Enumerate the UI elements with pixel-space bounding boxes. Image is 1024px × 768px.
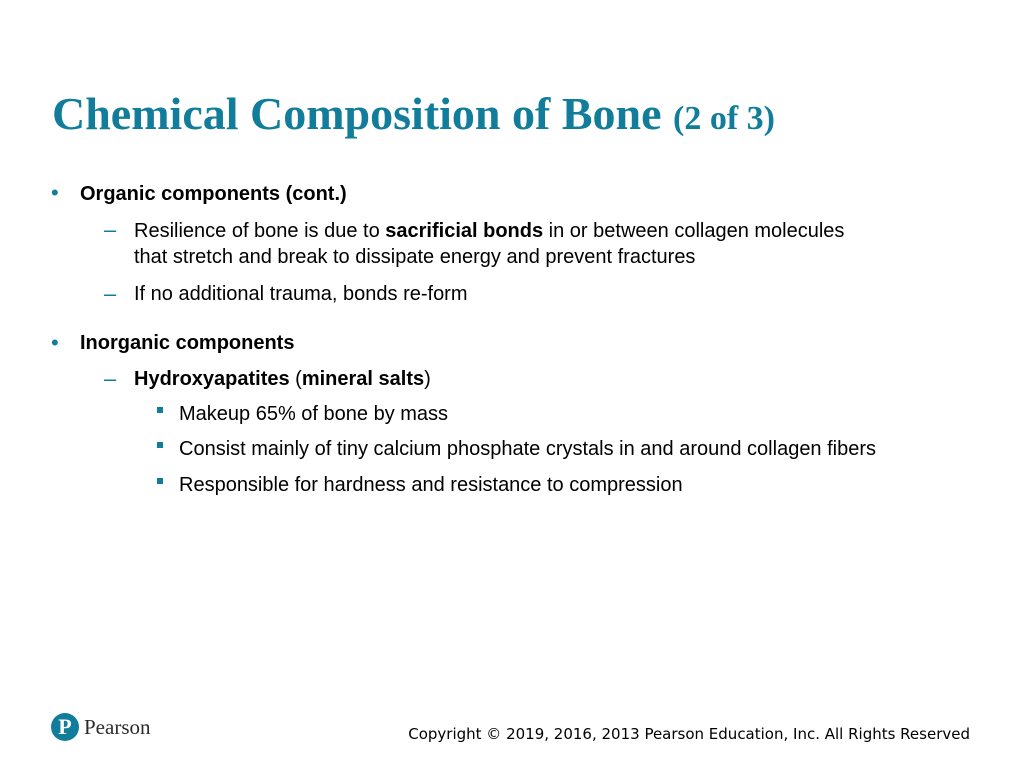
slide-title [52,86,775,141]
text-segment: ( [289,368,302,390]
text-segment: ) [424,368,431,390]
sub-bullet-hydroxyapatites [134,366,431,392]
text-bold-segment: sacrificial bonds [385,220,544,242]
text-segment: Resilience of bone is due to [134,220,386,242]
point-hardness: Responsible for hardness and resistance to compression [179,474,683,496]
sub-bullet-bonds-reform: If no additional trauma, bonds re-form [134,283,468,305]
bullet-inorganic-heading: Inorganic components [80,332,295,354]
dash-icon: – [104,281,117,306]
pearson-wordmark: Pearson [84,714,151,739]
text-segment: in or between collagen molecules [543,220,845,242]
square-bullet-icon [157,407,163,413]
text-bold-segment: mineral salts [301,368,425,390]
copyright-notice: Copyright © 2019, 2016, 2013 Pearson Education, Inc. All Rights Reserved [408,725,970,743]
slide-title-main: Chemical Composition of Bone [52,88,662,139]
bullet-dot-icon: • [51,180,59,205]
point-makeup: Makeup 65% of bone by mass [179,403,449,425]
slide-title-part: (2 of 3) [673,100,775,137]
dash-icon: – [104,366,117,391]
pearson-p-icon: P [51,713,79,741]
sub-bullet-sacrificial-bonds [134,218,844,270]
text-bold-segment: Hydroxyapatites [134,368,290,390]
pearson-logo [51,713,151,741]
point-calcium-phosphate: Consist mainly of tiny calcium phosphate crystals in and around collagen fibers [179,438,877,460]
square-bullet-icon [157,442,163,448]
bullet-dot-icon: • [51,330,59,355]
dash-icon: – [104,217,117,242]
text-segment: that stretch and break to dissipate energy and prevent fractures [134,246,696,268]
bullet-organic-heading: Organic components (cont.) [80,183,347,205]
square-bullet-icon [157,478,163,484]
